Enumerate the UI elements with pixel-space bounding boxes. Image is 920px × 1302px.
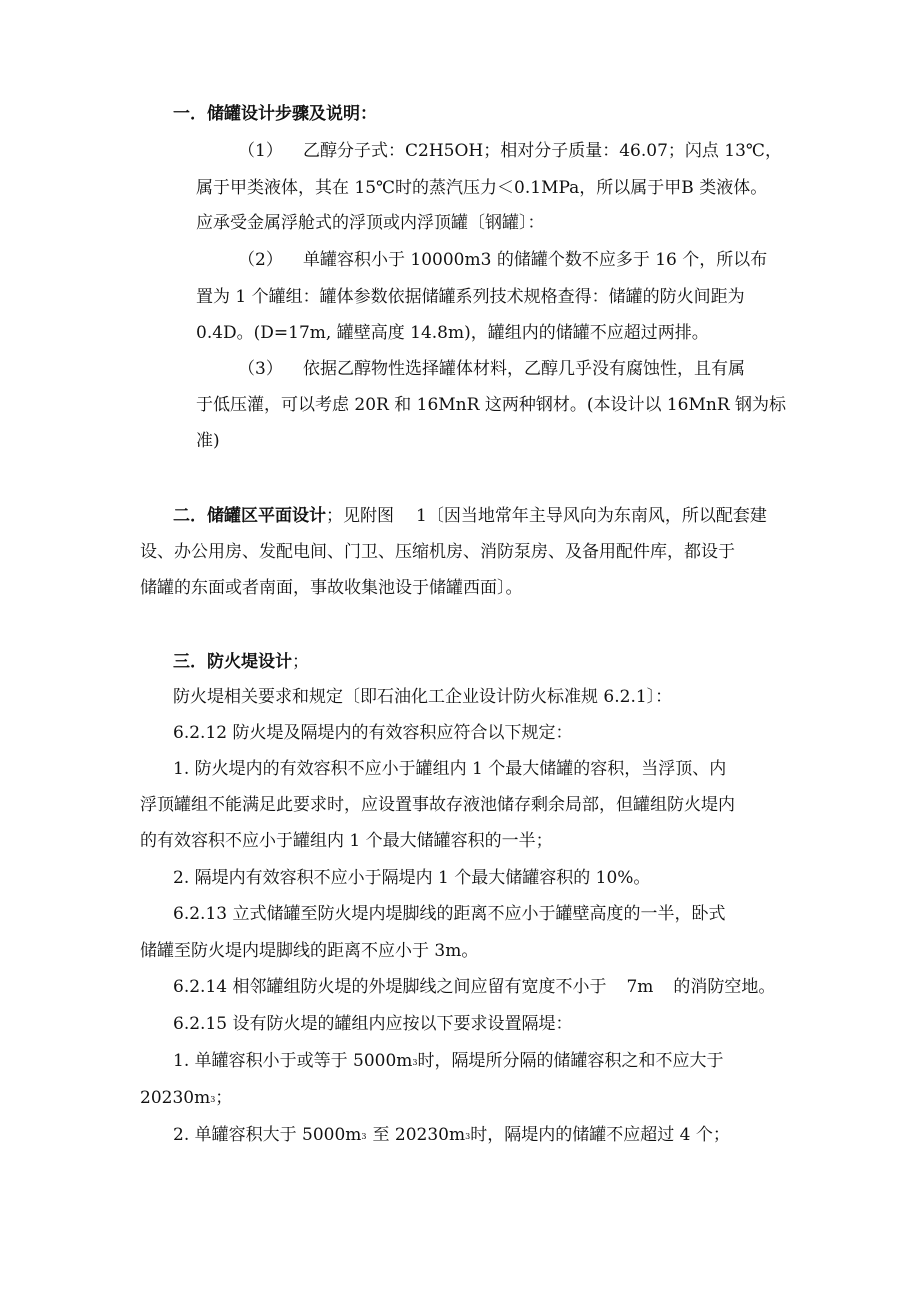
item2-line2: 置为 1 个罐组：罐体参数依据储罐系列技术规格查得：储罐的防火间距为 [196,287,745,307]
clause-6-2-15-item2-text-a: 2. 单罐容积大于 5000m [173,1125,362,1145]
section3-heading: 三．防火堤设计 [173,652,292,672]
section1-heading: 一．储罐设计步骤及说明： [173,104,377,124]
clause-6-2-15-item1-text-d: ； [215,1088,233,1108]
section3-heading-separator: ； [292,652,309,672]
section2-separator: ；见附图 [326,506,394,526]
clause-6-2-15: 6.2.15 设有防火堤的罐组内应按以下要求设置隔堤： [173,1014,573,1034]
item1-line3: 应承受金属浮舱式的浮顶或内浮顶罐〔钢罐〕： [196,213,545,233]
clause-6-2-14 [173,976,775,998]
item3-line1: 依据乙醇物性选择罐体材料，乙醇几乎没有腐蚀性，且有属 [303,359,745,379]
clause-6-2-15-item2-text-c: 时，隔堤内的储罐不应超过 4 个； [470,1125,730,1145]
superscript-3: 3 [210,1095,216,1104]
item2-line1: 单罐容积小于 10000m3 的储罐个数不应多于 16 个，所以布 [303,250,768,270]
section2-line1-rest: 1〔因当地常年主导风向为东南风，所以配套建 [416,506,767,526]
section2-line3: 储罐的东面或者南面，事故收集池设于储罐西面〕。 [140,578,523,598]
clause-6-2-13-line2: 储罐至防火堤内堤脚线的距离不应小于 3m。 [140,941,479,961]
item1-line1: 乙醇分子式：C2H5OH；相对分子质量：46.07；闪点 13℃， [303,141,782,161]
item2-number: （2） [238,250,283,270]
clause-6-2-12-item1-line2: 浮顶罐组不能满足此要求时，应设置事故存液池储存剩余局部，但罐组防火堤内 [140,795,735,815]
clause-6-2-12-item2: 2. 隔堤内有效容积不应小于隔堤内 1 个最大储罐容积的 10%。 [173,868,651,888]
section3-intro: 防火堤相关要求和规定〔即石油化工企业设计防火标准规 6.2.1〕： [173,687,673,707]
section2-line2: 设、办公用房、发配电间、门卫、压缩机房、消防泵房、及备用配件库，都设于 [140,542,735,562]
superscript-3: 3 [361,1132,367,1141]
item3-number: （3） [238,359,283,379]
clause-6-2-14-text-b: 的消防空地。 [673,977,776,997]
item1-line2: 属于甲类液体，其在 15℃时的蒸汽压力＜0.1MPa，所以属于甲B 类液体。 [196,178,768,198]
clause-6-2-13-line1: 6.2.13 立式储罐至防火堤内堤脚线的距离不应小于罐壁高度的一半，卧式 [173,904,726,924]
clause-6-2-15-item2 [173,1124,730,1149]
clause-6-2-15-item1-text-c: 20230m [140,1088,211,1108]
section3-heading-line [173,651,309,673]
superscript-3: 3 [412,1058,418,1067]
clause-6-2-15-item1-line1 [173,1050,724,1075]
clause-6-2-15-item1-text-a: 1. 单罐容积小于或等于 5000m [173,1051,413,1071]
clause-6-2-15-item2-text-b: 至 20230m [372,1125,466,1145]
item3-line2: 于低压灌，可以考虑 20R 和 16MnR 这两种钢材。(本设计以 16MnR 钢为标 [196,395,787,415]
item3-line3: 准) [196,431,220,451]
clause-6-2-12: 6.2.12 防火堤及隔堤内的有效容积应符合以下规定： [173,723,573,743]
item1-number: （1） [238,141,283,161]
superscript-3: 3 [465,1132,471,1141]
clause-6-2-14-text-a: 6.2.14 相邻罐组防火堤的外堤脚线之间应留有宽度不小于 [173,977,607,997]
section2-line1 [173,505,767,527]
clause-6-2-15-item1-line2 [140,1087,232,1112]
clause-6-2-14-width: 7m [626,977,654,997]
item2-line3: 0.4D。(D=17m, 罐壁高度 14.8m)，罐组内的储罐不应超过两排。 [196,323,709,343]
section2-heading: 二．储罐区平面设计 [173,506,326,526]
clause-6-2-12-item1-line1: 1. 防火堤内的有效容积不应小于罐组内 1 个最大储罐的容积，当浮顶、内 [173,759,727,779]
clause-6-2-12-item1-line3: 的有效容积不应小于罐组内 1 个最大储罐容积的一半； [140,831,553,851]
clause-6-2-15-item1-text-b: 时，隔堤所分隔的储罐容积之和不应大于 [417,1051,724,1071]
